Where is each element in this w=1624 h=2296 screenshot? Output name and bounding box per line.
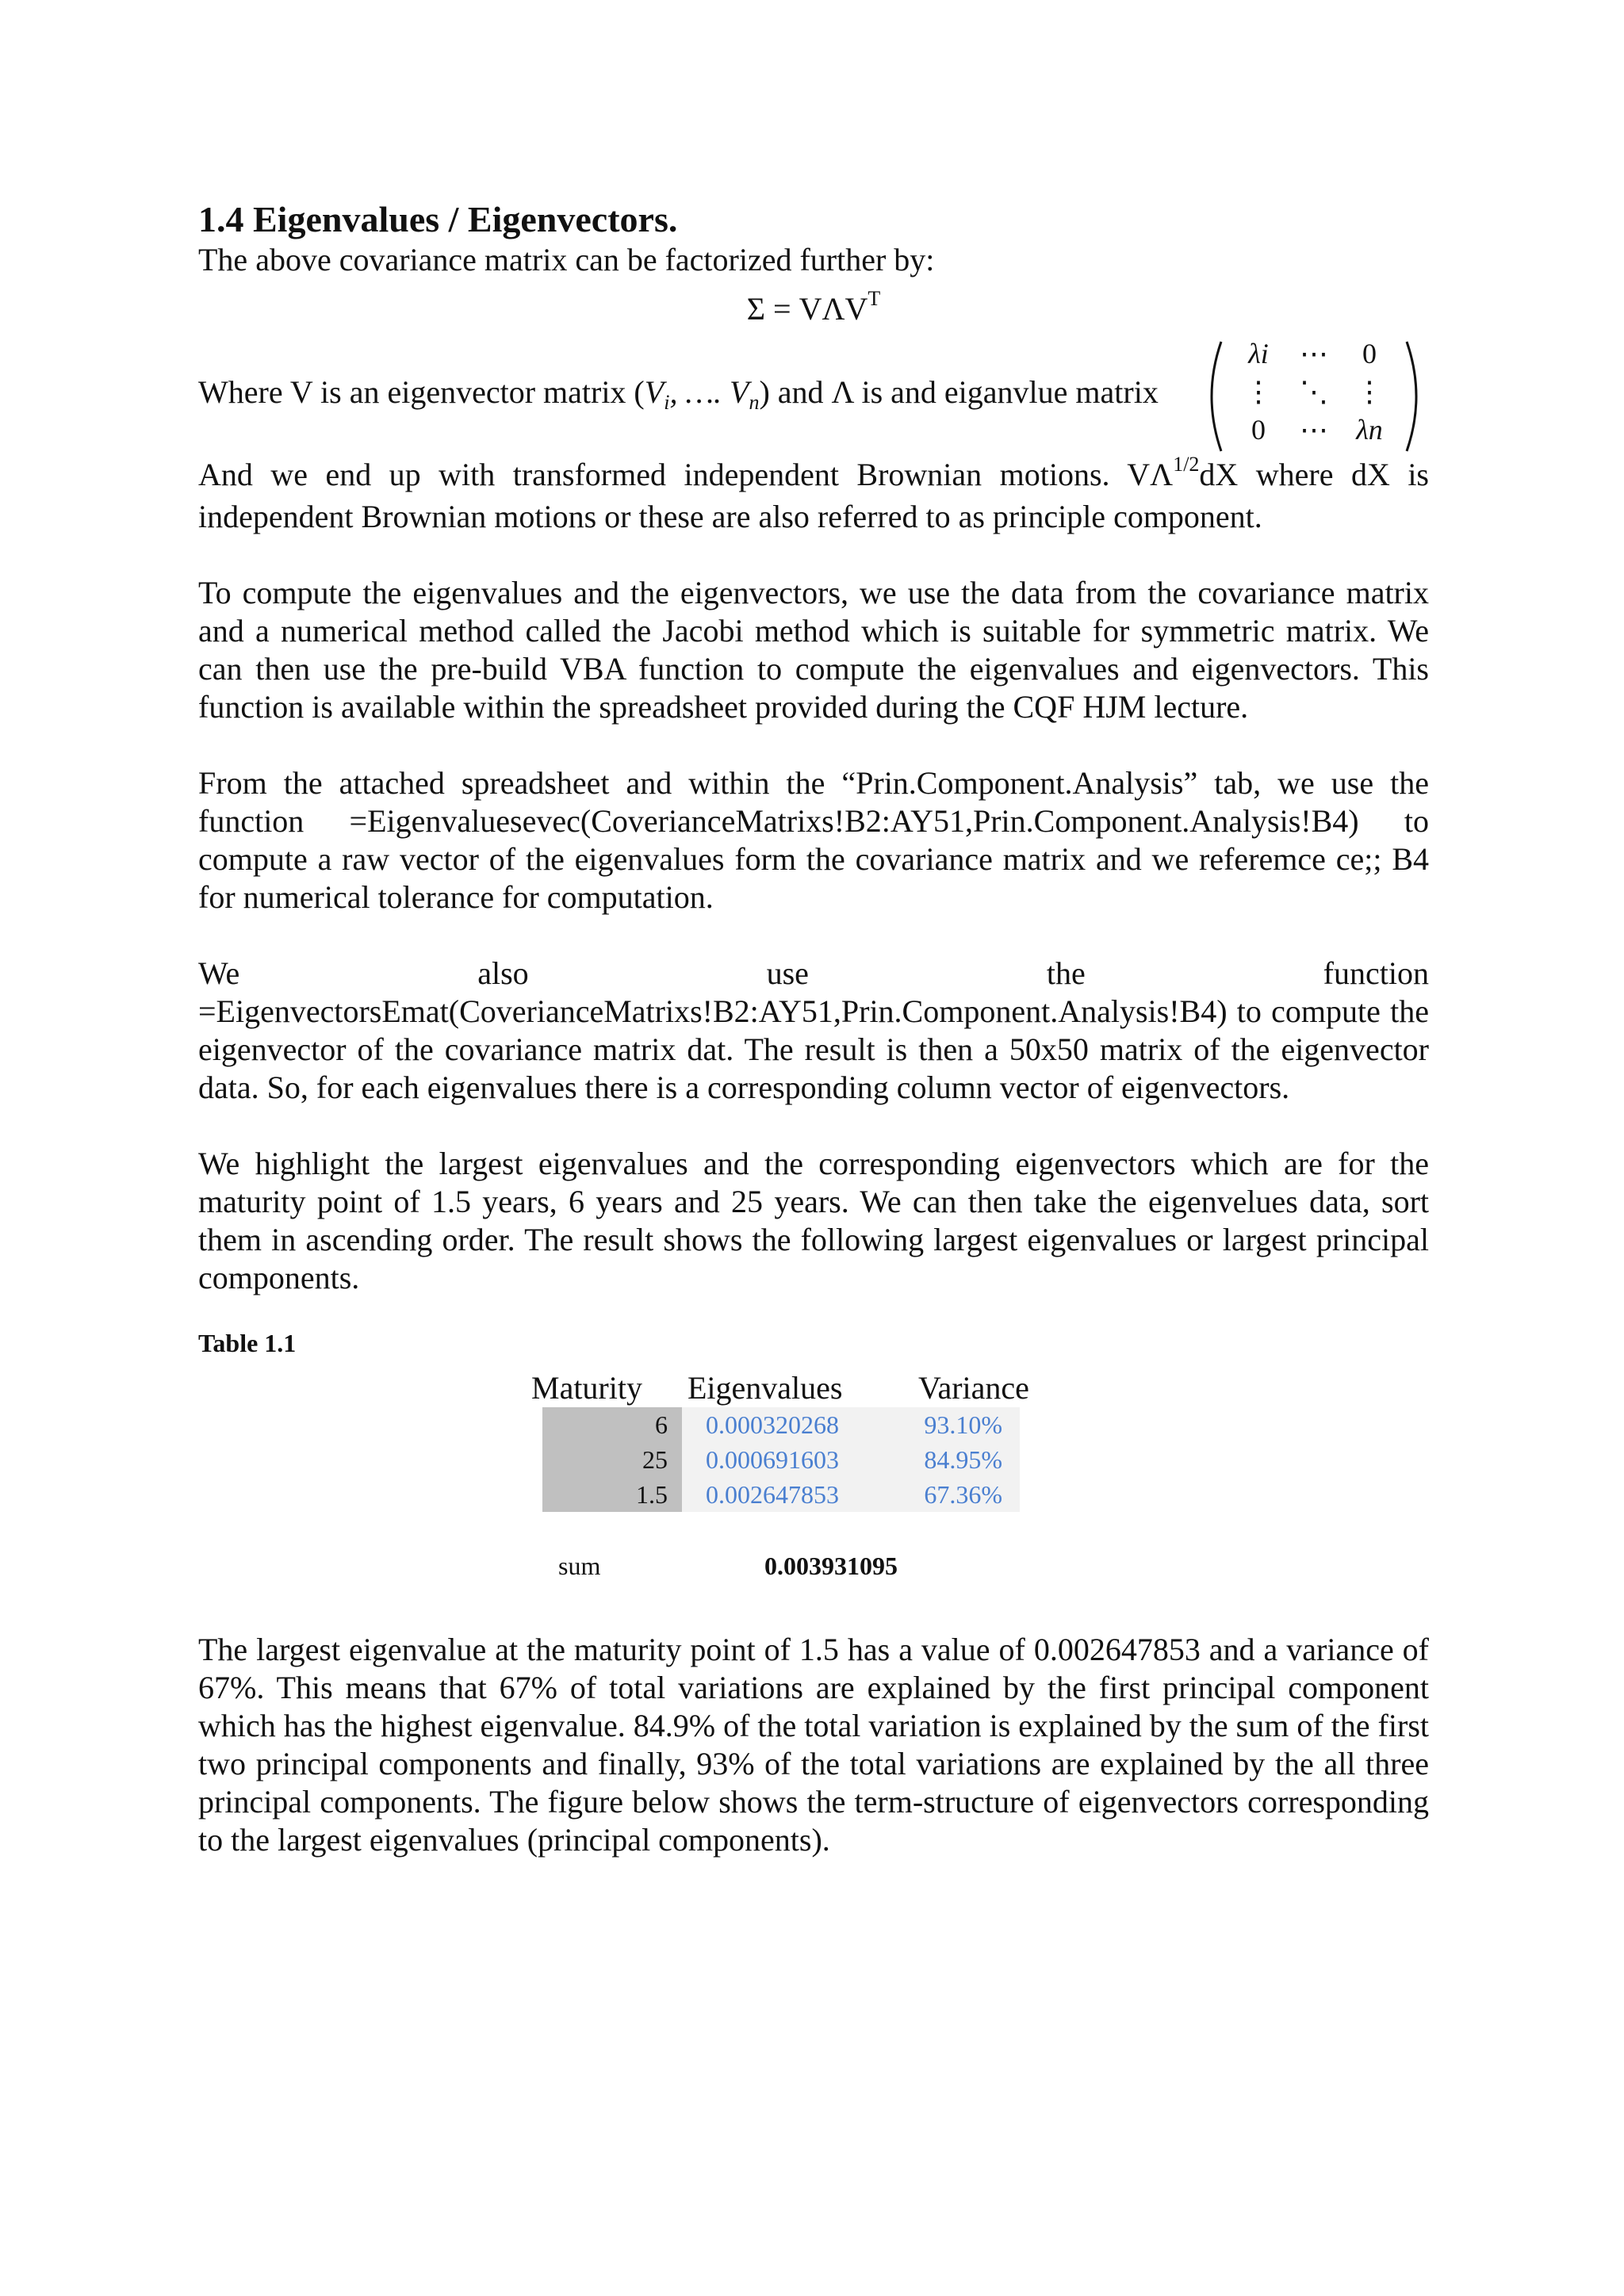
conclusion-paragraph: The largest eigenvalue at the maturity point of 1.5 has a value of 0.002647853 and a variance of 67%. This means that 67% of total variations are explained by the first principal component which has the highest eigenvalue. 84.9% of the total variation is explained by the sum of the first two principal components and finally, 93% of the total variations are explained by the all three principal components. The figure below shows the term-structure of eigenvectors corresponding to the largest eigenvalues (principal components). [198, 1632, 1429, 1858]
matrix-cell: ⋯ [1300, 338, 1328, 369]
equation-superscript: T [868, 287, 881, 310]
table-cell-maturity: 6 [542, 1407, 682, 1442]
matrix-cell: ⋱ [1300, 376, 1328, 408]
table-cell-eigenvalue: 0.000691603 [682, 1442, 856, 1477]
factorization-equation [198, 285, 1429, 337]
table-label: Table 1.1 [198, 1329, 297, 1357]
eigen-matrix-definition [198, 337, 1429, 456]
matrix-cell: 0 [1251, 414, 1266, 446]
highlight-paragraph: We highlight the largest eigenvalues and the corresponding eigenvectors which are for the maturity point of 1.5 years, 6 years and 25 years. We can then take the eigenvelues data, sort them in ascending order. The result shows the following largest eigenvalues or largest principal components. [198, 1146, 1429, 1295]
matrix-cell: 0 [1362, 338, 1377, 369]
table-cell-eigenvalue: 0.000320268 [682, 1407, 856, 1442]
brownian-paragraph: And we end up with transformed independent Brownian motions. $V\Lambda^{1/2}dX$ where dX is independent Brownian motions or these are also referred to as principle component. [198, 453, 1429, 534]
table-cell-maturity: 25 [542, 1442, 682, 1477]
matrix-cell: ⋮ [1244, 376, 1273, 408]
column-header-eigenvalues: Eigenvalues [688, 1370, 843, 1406]
document-page [198, 198, 1429, 1859]
intro-paragraph: The above covariance matrix can be factorized further by: [198, 242, 935, 277]
where-text: Where V is an eigenvector matrix ($V_i$, …. $V_n$) and Λ is and eiganvlue matrix [198, 374, 1159, 414]
compute-paragraph: To compute the eigenvalues and the eigenvectors, we use the data from the covariance matrix and a numerical method called the Jacobi method which is suitable for symmetric matrix. We can then use the pre-build VBA function to compute the eigenvalues and eigenvectors. This function is available within the spreadsheet provided during the CQF HJM lecture. [198, 575, 1429, 725]
table-cell-maturity: 1.5 [542, 1477, 682, 1512]
table-cell-variance: 93.10% [856, 1407, 1020, 1442]
table-cell-eigenvalue: 0.002647853 [682, 1477, 856, 1512]
section-heading: 1.4 Eigenvalues / Eigenvectors. [198, 199, 678, 239]
attached-spreadsheet-paragraph: From the attached spreadsheet and within the “Prin.Component.Analysis” tab, we use the function =Eigenvaluesevec(CoverianceMatrixs!B2:AY51,Prin.Component.Analysis!B4) to compute a raw vector of the eigenvalues form the covariance matrix and we referemce ce;; B4 for numerical tolerance for computation. [198, 765, 1429, 915]
matrix-cell: λi [1248, 338, 1269, 369]
eigenvalue-matrix [1199, 337, 1429, 456]
matrix-cell: ⋮ [1355, 376, 1384, 408]
eigenvalues-table [198, 1369, 1429, 1607]
eigenvector-function-paragraph: =EigenvectorsEmat(CoverianceMatrixs!B2:AY51,Prin.Component.Analysis!B4) to compute the eigenvector of the covariance matrix dat. The result is then a 50x50 matrix of the eigenvector data. So, for each eigenvalues there is a corresponding column vector of eigenvectors. [198, 993, 1429, 1105]
matrix-cell: ⋯ [1300, 414, 1328, 446]
sum-value: 0.003931095 [764, 1552, 898, 1580]
matrix-cell: λn [1356, 414, 1383, 446]
sum-label: sum [558, 1552, 601, 1580]
equation-text: Σ = VΛV [746, 291, 868, 327]
also-use-line: We also use the function [198, 955, 1429, 991]
column-header-maturity: Maturity [531, 1370, 642, 1406]
column-header-variance: Variance [918, 1370, 1029, 1406]
table-cell-variance: 67.36% [856, 1477, 1020, 1512]
table-cell-variance: 84.95% [856, 1442, 1020, 1477]
